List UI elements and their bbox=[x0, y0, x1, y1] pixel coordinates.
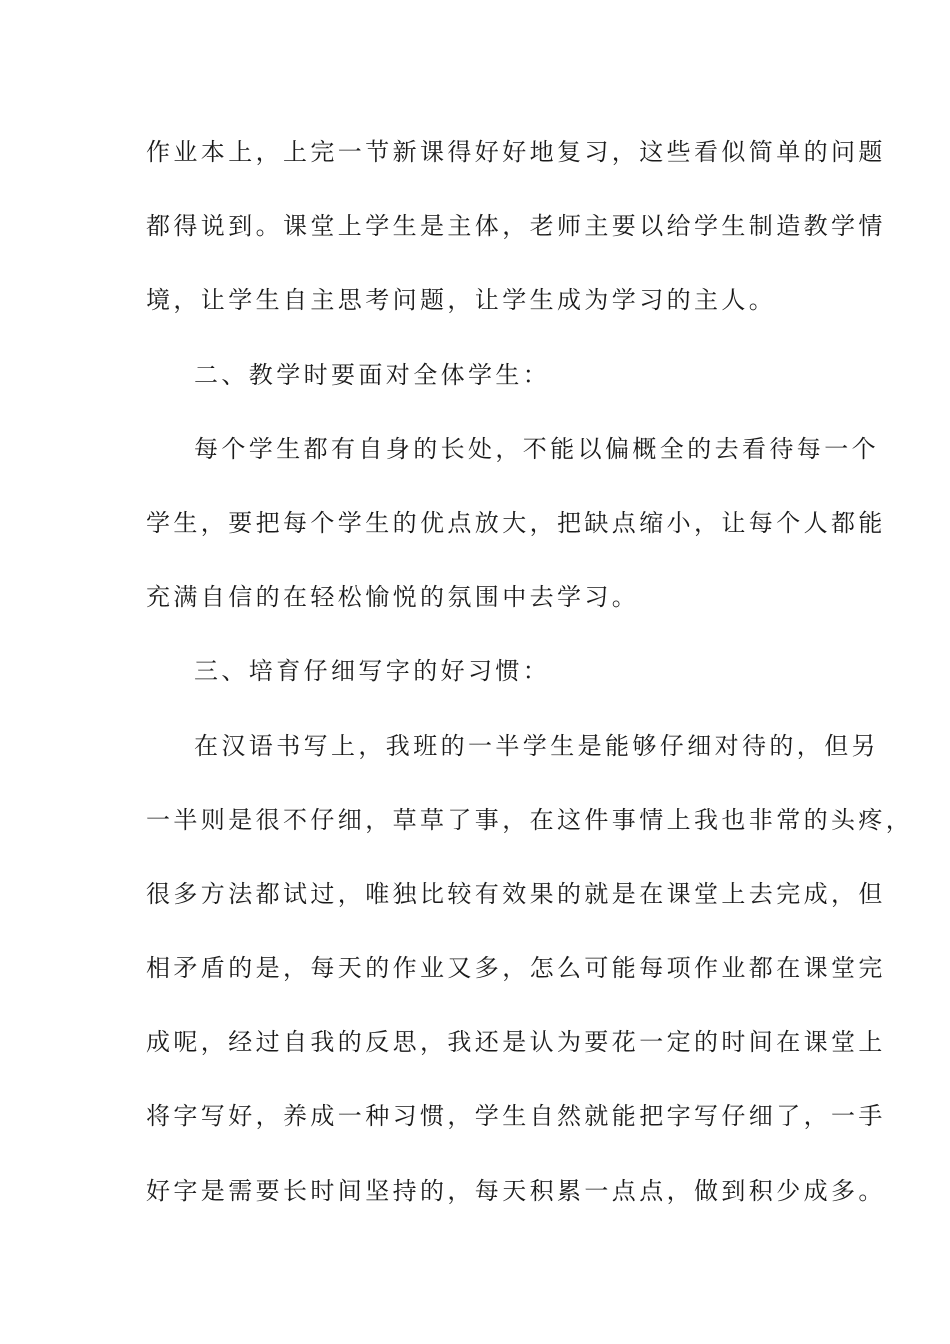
text-line: 成呢，经过自我的反思，我还是认为要花一定的时间在课堂上 bbox=[146, 1028, 886, 1057]
section-heading: 二、教学时要面对全体学生： bbox=[194, 360, 551, 389]
text-line: 境，让学生自主思考问题，让学生成为学习的主人。 bbox=[146, 286, 777, 315]
text-line: 一半则是很不仔细，草草了事，在这件事情上我也非常的头疼， bbox=[146, 805, 914, 834]
text-line: 在汉语书写上，我班的一半学生是能够仔细对待的，但另 bbox=[194, 731, 879, 760]
text-line: 充满自信的在轻松愉悦的氛围中去学习。 bbox=[146, 583, 640, 612]
text-line: 将字写好，养成一种习惯，学生自然就能把字写仔细了，一手 bbox=[146, 1102, 886, 1131]
section-heading: 三、培育仔细写字的好习惯： bbox=[194, 657, 551, 686]
text-line: 作业本上，上完一节新课得好好地复习，这些看似简单的问题 bbox=[146, 138, 886, 166]
document-body bbox=[146, 128, 914, 1241]
text-line: 好字是需要长时间坚持的，每天积累一点点，做到积少成多。 bbox=[146, 1176, 886, 1205]
text-line: 都得说到。课堂上学生是主体，老师主要以给学生制造教学情 bbox=[146, 212, 886, 241]
text-line: 学生，要把每个学生的优点放大，把缺点缩小，让每个人都能 bbox=[146, 508, 886, 537]
text-line: 很多方法都试过，唯独比较有效果的就是在课堂上去完成，但 bbox=[146, 879, 886, 908]
text-line: 相矛盾的是，每天的作业又多，怎么可能每项作业都在课堂完 bbox=[146, 954, 886, 983]
text-line: 每个学生都有自身的长处，不能以偏概全的去看待每一个 bbox=[194, 434, 879, 463]
